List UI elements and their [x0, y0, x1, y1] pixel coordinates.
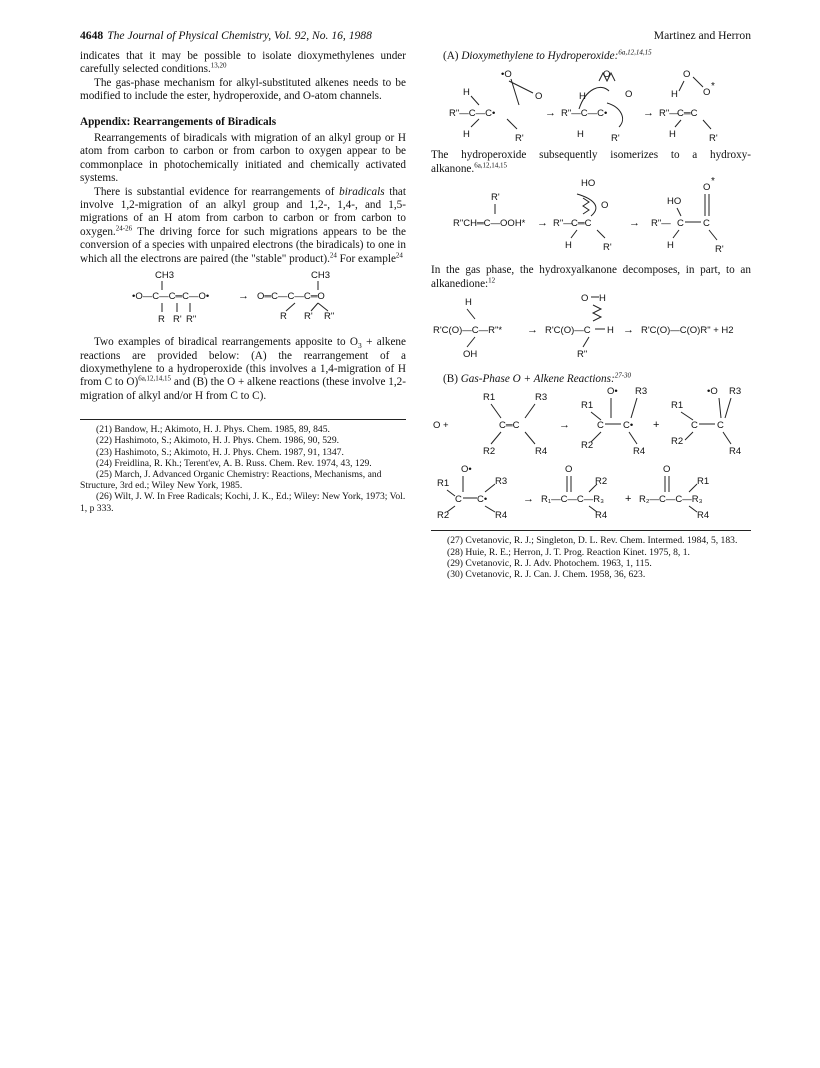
reference-list	[431, 535, 751, 580]
paragraph: The gas-phase mechanism for alkyl-substituted alkenes needs to be modified to include the ester, hydroperoxide, and O-atom channels.	[80, 76, 406, 103]
atom-label: O	[535, 91, 543, 103]
reference-list	[80, 424, 406, 514]
atom-label: C═C	[499, 420, 520, 432]
scheme-formula: R"—C—C•	[449, 108, 496, 120]
atom-label: O•	[607, 386, 618, 398]
scheme-formula: R"CH═C—OOH*	[453, 218, 526, 230]
atom-label: C	[717, 420, 724, 432]
atom-label: C•	[623, 420, 634, 432]
atom-label: O	[581, 293, 589, 305]
atom-label: R4	[535, 446, 548, 458]
right-column	[431, 50, 751, 580]
atom-label: H	[669, 129, 676, 141]
reference-item: (29) Cvetanovic, R. J. Adv. Photochem. 1963, 1, 115.	[447, 557, 652, 569]
atom-label: R1	[483, 392, 496, 404]
atom-label: H	[565, 240, 572, 252]
hydroxyalkanone-scheme	[431, 176, 751, 264]
atom-label: H	[463, 87, 470, 99]
atom-label: R'	[715, 244, 724, 256]
atom-label: H	[463, 129, 470, 141]
left-column	[80, 50, 406, 514]
scheme-formula: •O—C—C═C—O•	[132, 291, 210, 303]
electron-arrow	[593, 305, 601, 321]
atom-label: R'	[515, 133, 524, 144]
scheme-formula: R'C(O)—C—R"*	[433, 325, 503, 337]
atom-label: C	[703, 218, 710, 230]
substituent-label: R'	[304, 311, 313, 323]
paragraph: There is substantial evidence for rearrangements of biradicals that involve 1,2-migration of an alkyl group and 1,2-, 1,4-, and 1,5-migrations of an H atom from carbon to carbon or from carbon to oxygen.$^{24-26}$ The driving force for such migrations appears to be the conversion of a species with unpaired electrons (the biradicals) to one in which all the electrons are paired (the "stable" product).$^{24}$ For example$^{24}$	[80, 185, 406, 265]
atom-label: •O	[707, 386, 718, 398]
methyl-label: CH3	[155, 270, 175, 282]
atom-label: R1	[697, 476, 710, 488]
atom-label: H	[577, 129, 584, 141]
reaction-arrow: →	[629, 217, 640, 230]
paragraph: Two examples of biradical rearrangements apposite to $O_3$ + alkene reactions are provided below: (A) the rearrangement of a dioxymethylene to a hydroperoxide (this involves a 1,4-migration of H from C to O)$^{6a,12,14,15}$ and (B) the O + alkene reactions (these involve 1,2-migration of alkyl and/or H from C to C).	[80, 336, 406, 402]
atom-label: H	[599, 293, 606, 305]
substituent-label: R"	[186, 314, 197, 326]
alkanedione-scheme	[431, 291, 751, 373]
reaction-arrow: →	[559, 419, 570, 432]
atom-label: R1	[437, 478, 450, 490]
scheme-formula: O═C—C—C═O	[257, 291, 325, 303]
substituent-label: R"	[324, 311, 335, 323]
reaction-arrow: →	[527, 324, 538, 337]
scheme-formula: R'C(O)—C(O)R" + H2	[641, 325, 734, 337]
atom-label: R'	[603, 242, 612, 254]
scheme-formula: R₂—C—C—R₃	[639, 494, 703, 506]
atom-label: R"—	[651, 218, 671, 230]
o-alkene-reaction-scheme	[431, 386, 751, 520]
atom-label: O	[565, 464, 573, 476]
dioxymethylene-scheme	[431, 63, 751, 143]
atom-label: R'	[491, 192, 500, 204]
atom-label: R"—	[553, 218, 573, 230]
scheme-formula: R₁—C—C—R₃	[541, 494, 605, 506]
reference-item: (25) March, J. Advanced Organic Chemistry: Reactions, Mechanisms, and Structure, 3rd ed.; Wiley New York, 1985.	[80, 468, 382, 492]
excited-marker: *	[711, 176, 715, 188]
atom-label: +	[653, 419, 660, 432]
atom-label: HO	[581, 178, 596, 190]
atom-label: R'	[709, 133, 718, 144]
methyl-label: CH3	[311, 270, 331, 282]
reference-item: (21) Bandow, H.; Akimoto, H. J. Phys. Chem. 1985, 89, 845.	[96, 424, 330, 436]
atom-label: R4	[595, 510, 608, 521]
electron-arrow	[607, 103, 623, 127]
atom-label: O	[625, 89, 633, 101]
reference-item: (26) Wilt, J. W. In Free Radicals; Kochi, J. K., Ed.; Wiley: New York, 1973; Vol. 1, p 333.	[80, 491, 406, 514]
atom-label: R3	[729, 386, 742, 398]
atom-label: H	[607, 325, 614, 337]
atom-label: O	[703, 87, 711, 99]
atom-label: HO	[667, 196, 682, 208]
atom-label: C	[455, 494, 462, 506]
excited-marker: *	[711, 81, 715, 93]
scheme-formula: R"—C—C•	[561, 108, 608, 120]
atom-label: R2	[671, 436, 684, 448]
scheme-a-heading: (A) Dioxymethylene to Hydroperoxide:$^{6a,12,14,15}$	[443, 48, 652, 62]
biradical-rearrangement-scheme	[80, 266, 406, 336]
atom-label: R2	[595, 476, 608, 488]
atom-label: R2	[437, 510, 450, 521]
reaction-arrow: →	[238, 290, 249, 303]
reaction-arrow: →	[623, 324, 634, 337]
reaction-arrow: →	[545, 107, 556, 120]
atom-label: R2	[581, 440, 594, 452]
atom-label: R4	[697, 510, 710, 521]
reaction-arrow: →	[523, 493, 534, 506]
page-number: 4648	[80, 29, 104, 42]
atom-label: C	[691, 420, 698, 432]
atom-label: H	[671, 89, 678, 101]
atom-label: O•	[461, 464, 472, 476]
atom-label: O	[603, 69, 611, 81]
atom-label: O +	[433, 420, 449, 432]
scheme-formula: R'C(O)—C	[545, 325, 591, 337]
scheme-b-heading: (B) Gas-Phase O + Alkene Reactions:$^{27-30}$	[443, 371, 632, 386]
atom-label: R1	[671, 400, 684, 412]
reference-item: (27) Cvetanovic, R. J.; Singleton, D. L. Rev. Chem. Intermed. 1984, 5, 183.	[447, 535, 738, 547]
atom-label: R3	[495, 476, 508, 488]
reference-item: (22) Hashimoto, S.; Akimoto, H. J. Phys. Chem. 1986, 90, 529.	[96, 435, 340, 447]
atom-label: R4	[495, 510, 508, 521]
atom-label: O	[601, 200, 609, 212]
journal-citation: The Journal of Physical Chemistry, Vol. 92, No. 16, 1988	[107, 29, 372, 42]
reaction-arrow: →	[643, 107, 654, 120]
reference-item: (24) Freidlina, R. Kh.; Terent'ev, A. B. Russ. Chem. Rev. 1974, 43, 129.	[96, 457, 372, 469]
paragraph: In the gas phase, the hydroxyalkanone decomposes, in part, to an alkanedione:$^{12}$	[431, 264, 751, 290]
atom-label: OH	[463, 349, 478, 361]
atom-label: C═C	[677, 108, 698, 120]
running-authors: Martinez and Herron	[653, 29, 751, 42]
reference-item: (30) Cvetanovic, R. J. Can. J. Chem. 1958, 36, 623.	[447, 569, 646, 581]
atom-label: H	[579, 91, 586, 103]
atom-label: R4	[729, 446, 742, 458]
substituent-label: R	[158, 314, 165, 326]
atom-label: R"	[577, 349, 588, 361]
reference-item: (28) Huie, R. E.; Herron, J. T. Prog. Reaction Kinet. 1975, 8, 1.	[447, 546, 690, 558]
atom-label: C	[597, 420, 604, 432]
running-header	[80, 28, 751, 44]
paragraph: The hydroperoxide subsequently isomerizes to a hydroxy-alkanone.$^{6a,12,14,15}$	[431, 149, 751, 175]
atom-label: O	[663, 464, 671, 476]
atom-label: C•	[477, 494, 488, 506]
atom-label: O	[703, 182, 711, 194]
atom-label: R'	[611, 133, 620, 144]
atom-label: +	[625, 493, 632, 506]
reaction-arrow: →	[537, 217, 548, 230]
atom-label: R3	[535, 392, 548, 404]
electron-arrow	[577, 194, 596, 216]
atom-label: C	[677, 218, 684, 230]
atom-label: R2	[483, 446, 496, 458]
substituent-label: R	[280, 311, 287, 323]
substituent-label: R'	[173, 314, 182, 326]
appendix-heading: Appendix: Rearrangements of Biradicals	[80, 115, 277, 128]
reference-item: (23) Hashimoto, S.; Akimoto, H. J. Phys. Chem. 1987, 91, 1347.	[96, 446, 344, 458]
paragraph: Rearrangements of biradicals with migration of an alkyl group or H atom from carbon to carbon or from carbon to oxygen appear to be commonplace in photochemically initiated and chemically activated systems.	[80, 132, 406, 185]
atom-label: R4	[633, 446, 646, 458]
atom-label: R1	[581, 400, 594, 412]
atom-label: R"—	[659, 108, 679, 120]
atom-label: O	[683, 69, 691, 81]
atom-label: H	[465, 297, 472, 309]
atom-label: H	[667, 240, 674, 252]
atom-label: C═C	[571, 218, 592, 230]
atom-label: R3	[635, 386, 648, 398]
atom-label: •O	[501, 69, 512, 81]
electron-arrow	[583, 198, 589, 214]
paragraph: indicates that it may be possible to isolate dioxymethylenes under carefully selected conditions.$^{13,20}$	[80, 50, 406, 76]
